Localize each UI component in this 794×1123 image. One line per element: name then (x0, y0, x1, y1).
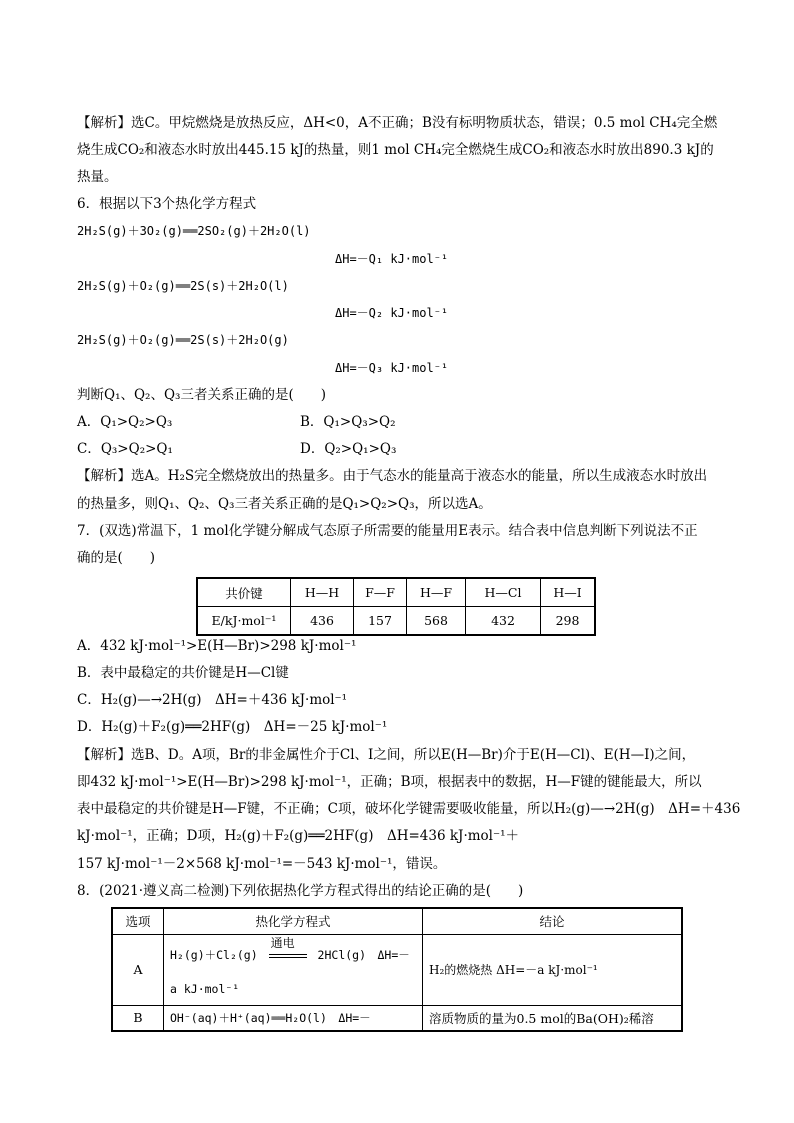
question-7-analysis-line-4: kJ·mol⁻¹，正确；D项，H₂(g)＋F₂(g)══2HF(g) ΔH=436 kJ·mol⁻¹＋ (77, 828, 520, 844)
analysis-5-line-1: 【解析】选C。甲烷燃烧是放热反应，ΔH<0，A不正确；B没有标明物质状态，错误；0.5 mol CH₄完全燃 (77, 115, 718, 131)
table-header-cell: H—F (407, 578, 466, 607)
question-6-analysis-line-1: 【解析】选A。H₂S完全燃烧放出的热量多。由于气态水的能量高于液态水的能量，所以生成液态水时放出 (77, 468, 708, 484)
table-cell-equation: OH⁻(aq)＋H⁺(aq)══H₂O(l) ΔH=－ (164, 1005, 423, 1031)
question-7-analysis-line-2: 即432 kJ·mol⁻¹>E(H—Br)>298 kJ·mol⁻¹，正确；B项，根据表中的数据，H—F键的键能最大，所以 (77, 774, 702, 790)
question-6-analysis-line-2: 的热量多，则Q₁、Q₂、Q₃三者关系正确的是Q₁>Q₂>Q₃，所以选A。 (77, 496, 492, 512)
table-cell: 157 (354, 607, 407, 636)
table-cell: 298 (541, 607, 596, 636)
table-header-cell: 热化学方程式 (164, 908, 423, 934)
question-7-option-b: B．表中最稳定的共价键是H—Cl键 (77, 665, 289, 681)
table-header-cell: H—I (541, 578, 596, 607)
table-header-cell: 选项 (112, 908, 164, 934)
question-7-option-d: D．H₂(g)＋F₂(g)══2HF(g) ΔH=－25 kJ·mol⁻¹ (77, 719, 388, 735)
question-6-delta-h-2: ΔH=－Q₂ kJ·mol⁻¹ (335, 306, 449, 320)
table-header-cell: F—F (354, 578, 407, 607)
table-header-cell: H—Cl (466, 578, 541, 607)
condition-label: 通电 (270, 935, 295, 950)
table-cell-equation (164, 934, 423, 1005)
question-7-stem-line-2: 确的是( ) (77, 550, 156, 566)
question-7-analysis-line-5: 157 kJ·mol⁻¹－2×568 kJ·mol⁻¹=－543 kJ·mol⁻¹，错误。 (77, 856, 447, 872)
table-row (112, 908, 682, 934)
question-7-option-c: C．H₂(g)—→2H(g) ΔH=＋436 kJ·mol⁻¹ (77, 692, 348, 708)
table-header-cell: 结论 (423, 908, 683, 934)
question-8-stem: 8．(2021·遵义高二检测)下列依据热化学方程式得出的结论正确的是( ) (77, 883, 524, 899)
table-cell-conclusion: 溶质物质的量为0.5 mol的Ba(OH)₂稀溶 (423, 1005, 683, 1031)
question-6-delta-h-3: ΔH=－Q₃ kJ·mol⁻¹ (335, 361, 449, 375)
equation-left: H₂(g)＋Cl₂(g) (170, 947, 258, 962)
table-row (197, 578, 595, 607)
question-7-analysis-line-3: 表中最稳定的共价键是H—F键，不正确；C项，破坏化学键需要吸收能量，所以H₂(g)—→2H(g) ΔH=＋436 (77, 801, 741, 817)
question-6-equation-1: 2H₂S(g)＋3O₂(g)══2SO₂(g)＋2H₂O(l) (77, 224, 311, 238)
table-header-cell: H—H (291, 578, 354, 607)
question-6-equation-3: 2H₂S(g)＋O₂(g)══2S(s)＋2H₂O(g) (77, 333, 289, 347)
question-6-option-d: D．Q₂>Q₁>Q₃ (300, 441, 397, 457)
table-header-cell: 共价键 (197, 578, 291, 607)
question-6-option-b: B．Q₁>Q₃>Q₂ (300, 414, 396, 430)
table-row (197, 607, 595, 636)
table-cell-option: B (112, 1005, 164, 1031)
table-cell-conclusion: H₂的燃烧热 ΔH=－a kJ·mol⁻¹ (423, 934, 683, 1005)
equation-right: 2HCl(g) ΔH=－ (317, 947, 410, 962)
analysis-5-line-3: 热量。 (77, 169, 118, 185)
question-6-option-a: A．Q₁>Q₂>Q₃ (77, 414, 173, 430)
question-6-stem: 6．根据以下3个热化学方程式 (77, 196, 257, 212)
question-6-delta-h-1: ΔH=－Q₁ kJ·mol⁻¹ (335, 252, 449, 266)
table-cell-option: A (112, 934, 164, 1005)
question-6-equation-2: 2H₂S(g)＋O₂(g)══2S(s)＋2H₂O(l) (77, 279, 289, 293)
equation-continued: a kJ·mol⁻¹ (170, 981, 240, 996)
table-cell: 436 (291, 607, 354, 636)
table-row (112, 934, 682, 1005)
analysis-5-line-2: 烧生成CO₂和液态水时放出445.15 kJ的热量，则1 mol CH₄完全燃烧生成CO₂和液态水时放出890.3 kJ的 (77, 142, 714, 158)
question-7-analysis-line-1: 【解析】选B、D。A项，Br的非金属性介于Cl、I之间，所以E(H—Br)介于E(H—Cl)、E(H—I)之间， (77, 747, 696, 763)
table-row (112, 1005, 682, 1031)
question-7-option-a: A．432 kJ·mol⁻¹>E(H—Br)>298 kJ·mol⁻¹ (77, 638, 357, 654)
question-6-option-c: C．Q₃>Q₂>Q₁ (77, 441, 173, 457)
question-6-judge: 判断Q₁、Q₂、Q₃三者关系正确的是( ) (77, 387, 326, 403)
table-row-label: E/kJ·mol⁻¹ (197, 607, 291, 636)
question-7-stem-line-1: 7．(双选)常温下，1 mol化学键分解成气态原子所需要的能量用E表示。结合表中信息判断下列说法不正 (77, 523, 698, 539)
table-cell: 432 (466, 607, 541, 636)
bond-energy-table (196, 577, 596, 636)
electrolysis-arrow (269, 935, 307, 966)
table-cell: 568 (407, 607, 466, 636)
thermochemical-table (111, 907, 683, 1032)
